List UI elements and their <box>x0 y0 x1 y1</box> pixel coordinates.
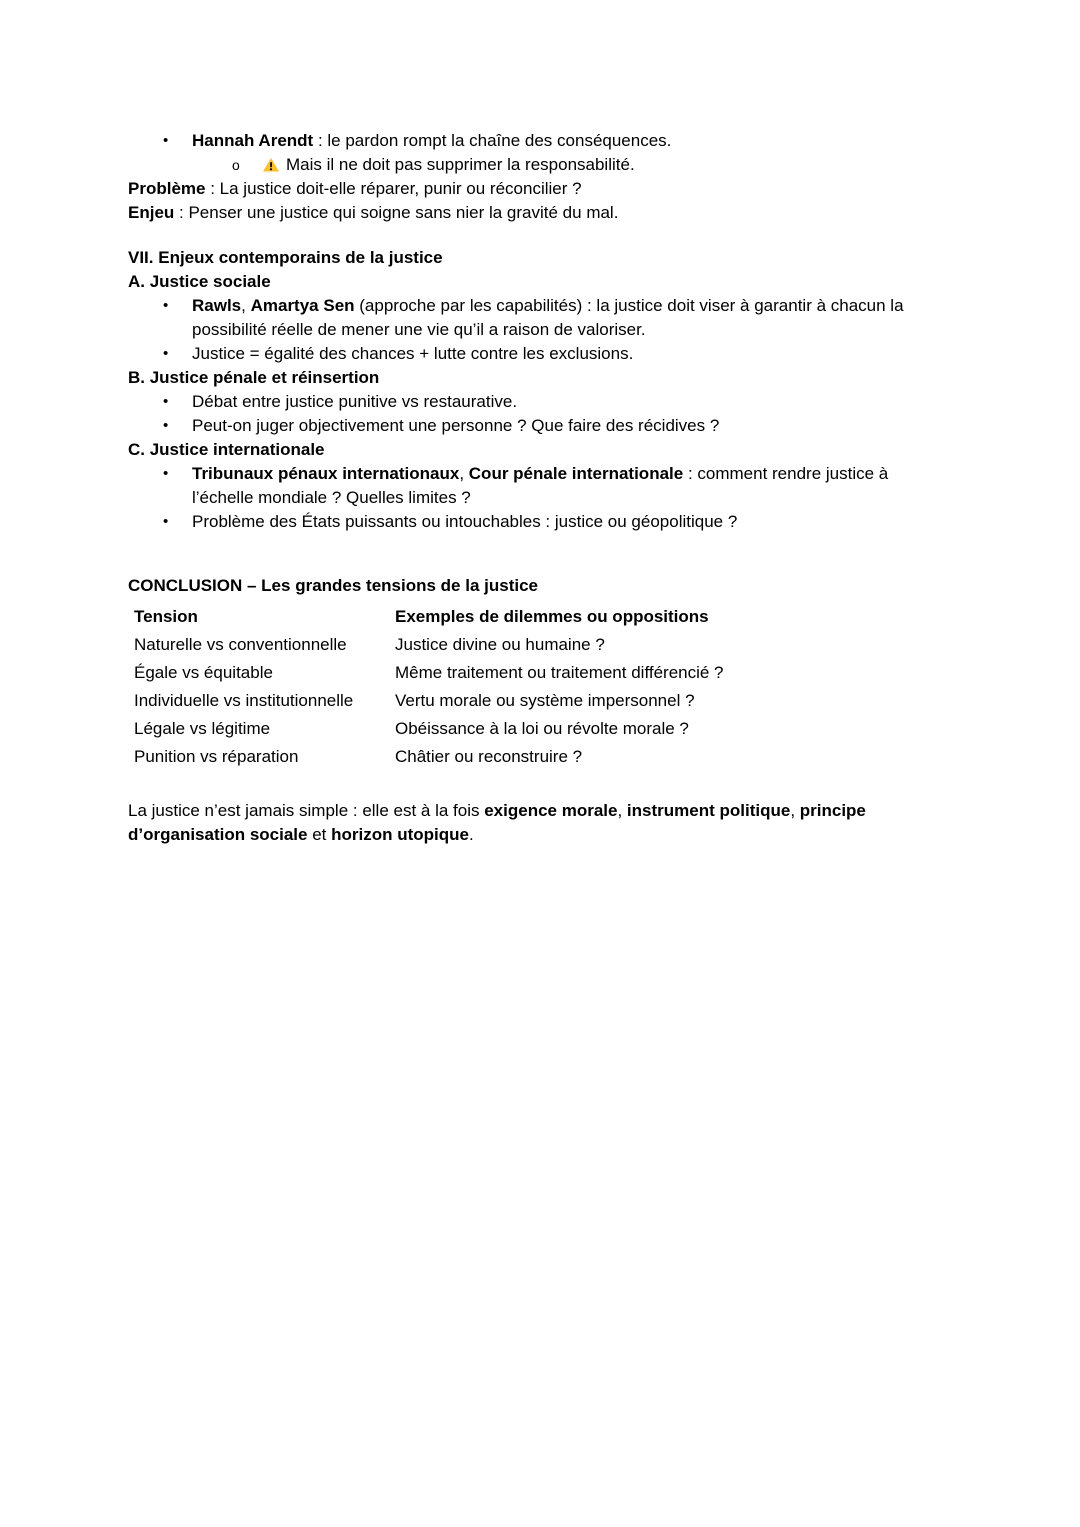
list-item-text: Débat entre justice punitive vs restaurative. <box>192 392 518 411</box>
table-row <box>128 743 947 771</box>
list-item <box>128 390 947 414</box>
subsection-c-title: C. Justice internationale <box>128 440 325 459</box>
table-cell-exemple: Châtier ou reconstruire ? <box>395 747 583 766</box>
list-item-arendt <box>128 129 947 153</box>
table-cell-exemple: Vertu morale ou système impersonnel ? <box>395 691 695 710</box>
table-cell-tension: Punition vs réparation <box>134 747 299 766</box>
list-item-text: Peut-on juger objectivement une personne ? Que faire des récidives ? <box>192 416 720 435</box>
table-row <box>128 715 947 743</box>
bullet-marker: • <box>163 513 169 530</box>
warning-icon <box>262 157 280 173</box>
bullet-marker: • <box>163 345 169 362</box>
bullet-marker: • <box>163 465 169 482</box>
table-cell-exemple: Même traitement ou traitement différencié ? <box>395 663 724 682</box>
table-cell-tension: Légale vs légitime <box>134 719 271 738</box>
bullet-marker: • <box>163 297 169 314</box>
table-cell-exemple: Justice divine ou humaine ? <box>395 635 605 654</box>
table-cell-tension: Naturelle vs conventionnelle <box>134 635 347 654</box>
list-item-arendt-sub <box>128 153 947 177</box>
table-cell-exemple: Obéissance à la loi ou révolte morale ? <box>395 719 689 738</box>
list-item <box>128 342 947 366</box>
enjeu-line: Enjeu : Penser une justice qui soigne sans nier la gravité du mal. <box>128 203 619 222</box>
list-item <box>128 462 947 510</box>
list-item-text: Hannah Arendt : le pardon rompt la chaîne des conséquences. <box>192 131 672 150</box>
probleme-line: Problème : La justice doit-elle réparer, punir ou réconcilier ? <box>128 179 582 198</box>
list-item-text: Problème des États puissants ou intouchables : justice ou géopolitique ? <box>192 512 738 531</box>
subsection-b-title: B. Justice pénale et réinsertion <box>128 368 380 387</box>
list-item <box>128 414 947 438</box>
closing-paragraph: La justice n’est jamais simple : elle est à la fois exigence morale, instrument politique, principe d’organisation sociale et horizon utopique. <box>128 801 866 844</box>
table-cell-tension: Égale vs équitable <box>134 663 273 682</box>
table-row <box>128 659 947 687</box>
table-cell-tension: Individuelle vs institutionnelle <box>134 691 354 710</box>
list-item-text: Justice = égalité des chances + lutte contre les exclusions. <box>192 344 634 363</box>
list-item-text: Tribunaux pénaux internationaux, Cour pénale internationale : comment rendre justice à l’échelle mondiale ? Quelles limites ? <box>192 464 889 507</box>
table-header-exemples: Exemples de dilemmes ou oppositions <box>395 607 709 626</box>
list-item <box>128 294 947 342</box>
list-item-text: Rawls, Amartya Sen (approche par les capabilités) : la justice doit viser à garantir à chacun la possibilité réelle de mener une vie qu’il a raison de valoriser. <box>192 296 904 339</box>
bullet-marker: • <box>163 393 169 410</box>
table-header-row <box>128 603 947 631</box>
list-item-text: Mais il ne doit pas supprimer la responsabilité. <box>286 155 635 174</box>
tensions-table <box>128 603 947 771</box>
list-item <box>128 510 947 534</box>
table-header-tension: Tension <box>134 607 198 626</box>
section-vii-title: VII. Enjeux contemporains de la justice <box>128 248 443 267</box>
subsection-a-title: A. Justice sociale <box>128 272 271 291</box>
bullet-marker: • <box>163 417 169 434</box>
bullet-marker: • <box>163 132 169 149</box>
conclusion-title: CONCLUSION – Les grandes tensions de la justice <box>128 576 538 595</box>
table-row <box>128 631 947 659</box>
table-row <box>128 687 947 715</box>
circle-bullet-marker: o <box>232 157 240 173</box>
